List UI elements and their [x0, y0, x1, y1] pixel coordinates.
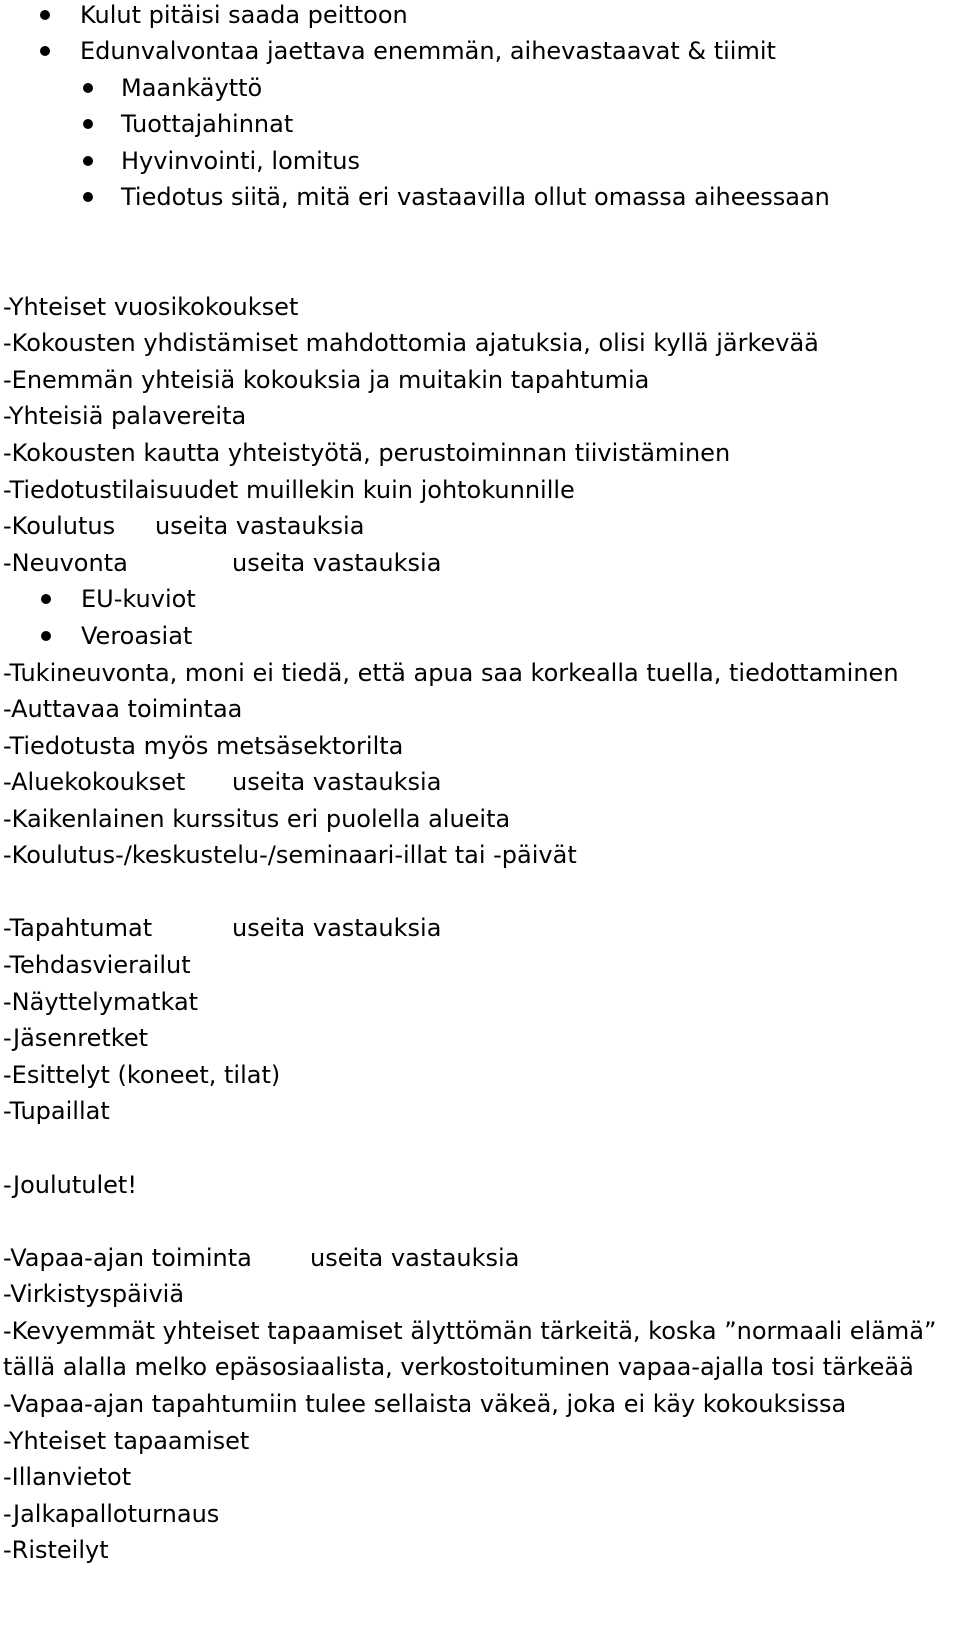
- list-item: [121, 146, 360, 176]
- text-line: -Enemmän yhteisiä kokouksia ja muitakin tapahtumia: [3, 366, 650, 394]
- aluekokoukset-note: useita vastauksia: [232, 768, 442, 796]
- bullet-icon: [83, 83, 93, 93]
- list-item-text: Maankäyttö: [121, 74, 263, 102]
- text-line: -Yhteiset tapaamiset: [3, 1427, 250, 1455]
- text-line: -Kokousten yhdistämiset mahdottomia ajatuksia, olisi kyllä järkevää: [3, 329, 819, 357]
- bullet-icon: [83, 119, 93, 129]
- tapahtumat-line: [3, 913, 152, 943]
- text-line: -Illanvietot: [3, 1463, 132, 1491]
- text-line: -Tupaillat: [3, 1097, 110, 1125]
- list-item-text: Veroasiat: [81, 622, 193, 650]
- neuvonta-line: [3, 548, 128, 578]
- neuvonta-note: useita vastauksia: [232, 549, 442, 577]
- text-line: -Vapaa-ajan tapahtumiin tulee sellaista väkeä, joka ei käy kokouksissa: [3, 1390, 847, 1418]
- list-item-text: EU-kuviot: [81, 585, 196, 613]
- list-item-text: Kulut pitäisi saada peittoon: [80, 1, 408, 29]
- neuvonta-label: -Neuvonta: [3, 549, 128, 577]
- list-item: [80, 36, 776, 66]
- text-line: -Jäsenretket: [3, 1024, 148, 1052]
- list-item: [121, 73, 262, 103]
- text-line: -Tiedotustilaisuudet muillekin kuin johtokunnille: [3, 476, 575, 504]
- list-item: [121, 182, 830, 212]
- text-line: -Tiedotusta myös metsäsektorilta: [3, 732, 404, 760]
- bullet-icon: [40, 10, 50, 20]
- list-item-text: Edunvalvontaa jaettava enemmän, aihevastaavat & tiimit: [80, 37, 776, 65]
- text-line: -Tukineuvonta, moni ei tiedä, että apua saa korkealla tuella, tiedottaminen: [3, 659, 899, 687]
- text-line: -Kaikenlainen kurssitus eri puolella alueita: [3, 805, 511, 833]
- text-line: -Yhteisiä palavereita: [3, 402, 247, 430]
- bullet-icon: [40, 46, 50, 56]
- list-item-text: Hyvinvointi, lomitus: [121, 147, 360, 175]
- joulutulet-line: -Joulutulet!: [3, 1171, 137, 1199]
- vapaa-ajan-note: useita vastauksia: [310, 1244, 520, 1272]
- bullet-icon: [41, 631, 51, 641]
- list-item: [81, 584, 196, 614]
- list-item-text: Tiedotus siitä, mitä eri vastaavilla ollut omassa aiheessaan: [121, 183, 830, 211]
- koulutus-label: -Koulutus: [3, 512, 116, 540]
- list-item: [81, 621, 192, 651]
- list-item-text: Tuottajahinnat: [121, 110, 294, 138]
- vapaa-ajan-line: [3, 1243, 252, 1273]
- text-line: -Tehdasvierailut: [3, 951, 191, 979]
- text-line: tällä alalla melko epäsosiaalista, verkostoituminen vapaa-ajalla tosi tärkeää: [3, 1353, 914, 1381]
- aluekokoukset-line: [3, 767, 185, 797]
- text-line: -Auttavaa toimintaa: [3, 695, 243, 723]
- text-line: -Koulutus-/keskustelu-/seminaari-illat tai -päivät: [3, 841, 577, 869]
- bullet-icon: [41, 594, 51, 604]
- list-item: [121, 109, 293, 139]
- text-line: -Kevyemmät yhteiset tapaamiset älyttömän tärkeitä, koska ”normaali elämä”: [3, 1317, 937, 1345]
- tapahtumat-label: -Tapahtumat: [3, 914, 153, 942]
- text-line: -Näyttelymatkat: [3, 988, 199, 1016]
- list-item: [80, 0, 408, 30]
- text-line: -Kokousten kautta yhteistyötä, perustoiminnan tiivistäminen: [3, 439, 731, 467]
- text-line: -Virkistyspäiviä: [3, 1280, 185, 1308]
- koulutus-line: [3, 511, 115, 541]
- tapahtumat-note: useita vastauksia: [232, 914, 442, 942]
- text-line: -Risteilyt: [3, 1536, 109, 1564]
- text-line: -Esittelyt (koneet, tilat): [3, 1061, 281, 1089]
- text-line: -Jalkapalloturnaus: [3, 1500, 220, 1528]
- vapaa-ajan-label: -Vapaa-ajan toiminta: [3, 1244, 252, 1272]
- koulutus-note: useita vastauksia: [155, 512, 365, 540]
- bullet-icon: [83, 192, 93, 202]
- aluekokoukset-label: -Aluekokoukset: [3, 768, 186, 796]
- bullet-icon: [83, 156, 93, 166]
- text-line: -Yhteiset vuosikokoukset: [3, 293, 299, 321]
